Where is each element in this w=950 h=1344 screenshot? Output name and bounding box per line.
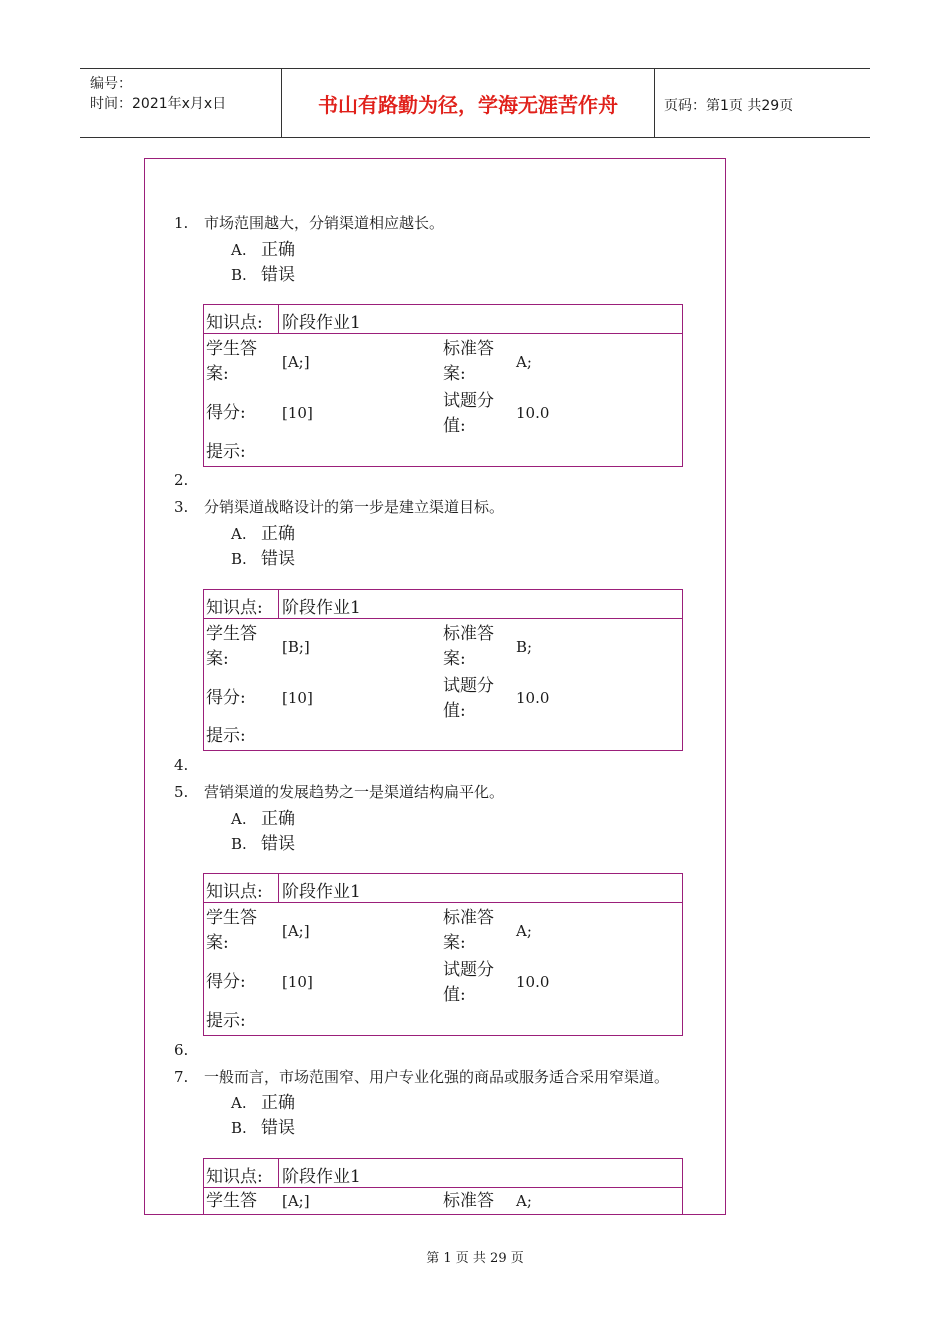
question-text: 分销渠道战略设计的第一步是建立渠道目标。 (204, 498, 505, 516)
question-value: 10.0 (516, 404, 550, 422)
page-info: 页码：第1页 共29页 (664, 98, 794, 114)
option-text: 错误 (261, 549, 295, 569)
knowledge-row (204, 1159, 682, 1188)
divider (278, 1159, 279, 1187)
question-text: 市场范围越大，分销渠道相应越长。 (204, 214, 445, 232)
knowledge-value: 阶段作业1 (282, 1167, 361, 1187)
question-value: 10.0 (516, 973, 550, 991)
hint-label: 提示: (206, 726, 246, 746)
knowledge-value: 阶段作业1 (282, 313, 361, 333)
student-answer-label: 学生答 案: (206, 624, 257, 669)
score-label: 得分: (206, 688, 246, 708)
question-number: 2. (174, 471, 189, 489)
question-3 (174, 496, 504, 517)
question-number: 6. (174, 1041, 189, 1059)
score-value: [10] (282, 973, 313, 991)
score-value: [10] (282, 404, 313, 422)
question-number: 1. (174, 214, 189, 232)
question-number: 7. (174, 1068, 189, 1086)
option-key: B. (231, 835, 247, 853)
answer-box-3 (203, 589, 683, 751)
standard-answer-value: A; (516, 1192, 532, 1210)
option-text: 正确 (261, 524, 295, 544)
question-number: 5. (174, 783, 189, 801)
motto: 书山有路勤为径，学海无涯苦作舟 (282, 69, 655, 137)
option-b (231, 260, 295, 285)
question-value-label: 试题分 值: (443, 676, 494, 721)
option-b (231, 1113, 295, 1138)
standard-answer-value: B; (516, 638, 533, 656)
student-answer-label: 学生答 案: (206, 339, 257, 384)
divider (278, 305, 279, 333)
option-a (231, 519, 295, 544)
question-number: 4. (174, 756, 189, 774)
score-label: 得分: (206, 403, 246, 423)
question-5 (174, 781, 504, 802)
knowledge-label: 知识点: (206, 1167, 263, 1187)
option-key: A. (231, 810, 247, 828)
standard-answer-label: 标准答 案: (443, 339, 494, 384)
student-answer-value: [A;] (282, 1192, 310, 1210)
student-answer-value: [B;] (282, 638, 310, 656)
knowledge-row (204, 874, 682, 903)
standard-answer-value: A; (516, 922, 532, 940)
question-value-label: 试题分 值: (443, 960, 494, 1005)
option-text: 正确 (261, 1093, 295, 1113)
standard-answer-label: 标准答 (443, 1191, 494, 1211)
question-2 (174, 471, 204, 489)
question-6 (174, 1041, 204, 1059)
knowledge-row (204, 305, 682, 334)
question-4 (174, 756, 204, 774)
header-meta-cell (80, 69, 282, 137)
option-b (231, 829, 295, 854)
option-text: 错误 (261, 834, 295, 854)
question-value-label: 试题分 值: (443, 391, 494, 436)
option-b (231, 544, 295, 569)
option-a (231, 235, 295, 260)
option-key: A. (231, 1094, 247, 1112)
option-a (231, 1088, 295, 1113)
student-answer-value: [A;] (282, 922, 310, 940)
student-answer-value: [A;] (282, 353, 310, 371)
option-key: B. (231, 266, 247, 284)
divider (278, 874, 279, 902)
standard-answer-value: A; (516, 353, 532, 371)
question-value: 10.0 (516, 689, 550, 707)
answer-box-7 (203, 1158, 683, 1215)
option-key: A. (231, 241, 247, 259)
standard-answer-label: 标准答 案: (443, 624, 494, 669)
answer-box-5 (203, 873, 683, 1036)
knowledge-label: 知识点: (206, 882, 263, 902)
option-a (231, 804, 295, 829)
document-header (80, 68, 870, 138)
score-label: 得分: (206, 972, 246, 992)
standard-answer-label: 标准答 案: (443, 908, 494, 953)
score-value: [10] (282, 689, 313, 707)
time-label: 时间：2021年x月x日 (90, 96, 227, 112)
question-text: 营销渠道的发展趋势之一是渠道结构扁平化。 (204, 783, 505, 801)
option-key: B. (231, 1119, 247, 1137)
hint-label: 提示: (206, 442, 246, 462)
page-footer: 第 1 页 共 29 页 (426, 1251, 524, 1266)
option-text: 错误 (261, 1118, 295, 1138)
question-1 (174, 212, 444, 233)
hint-label: 提示: (206, 1011, 246, 1031)
knowledge-value: 阶段作业1 (282, 598, 361, 618)
option-text: 正确 (261, 240, 295, 260)
divider (278, 590, 279, 618)
question-7 (174, 1066, 669, 1087)
knowledge-label: 知识点: (206, 313, 263, 333)
student-answer-label: 学生答 案: (206, 908, 257, 953)
option-key: B. (231, 550, 247, 568)
question-number: 3. (174, 498, 189, 516)
knowledge-value: 阶段作业1 (282, 882, 361, 902)
answer-box-1 (203, 304, 683, 467)
student-answer-label: 学生答 (206, 1191, 257, 1211)
knowledge-row (204, 590, 682, 619)
question-text: 一般而言，市场范围窄、用户专业化强的商品或服务适合采用窄渠道。 (204, 1068, 670, 1086)
option-key: A. (231, 525, 247, 543)
option-text: 错误 (261, 265, 295, 285)
option-text: 正确 (261, 809, 295, 829)
number-label: 编号： (90, 76, 132, 92)
knowledge-label: 知识点: (206, 598, 263, 618)
